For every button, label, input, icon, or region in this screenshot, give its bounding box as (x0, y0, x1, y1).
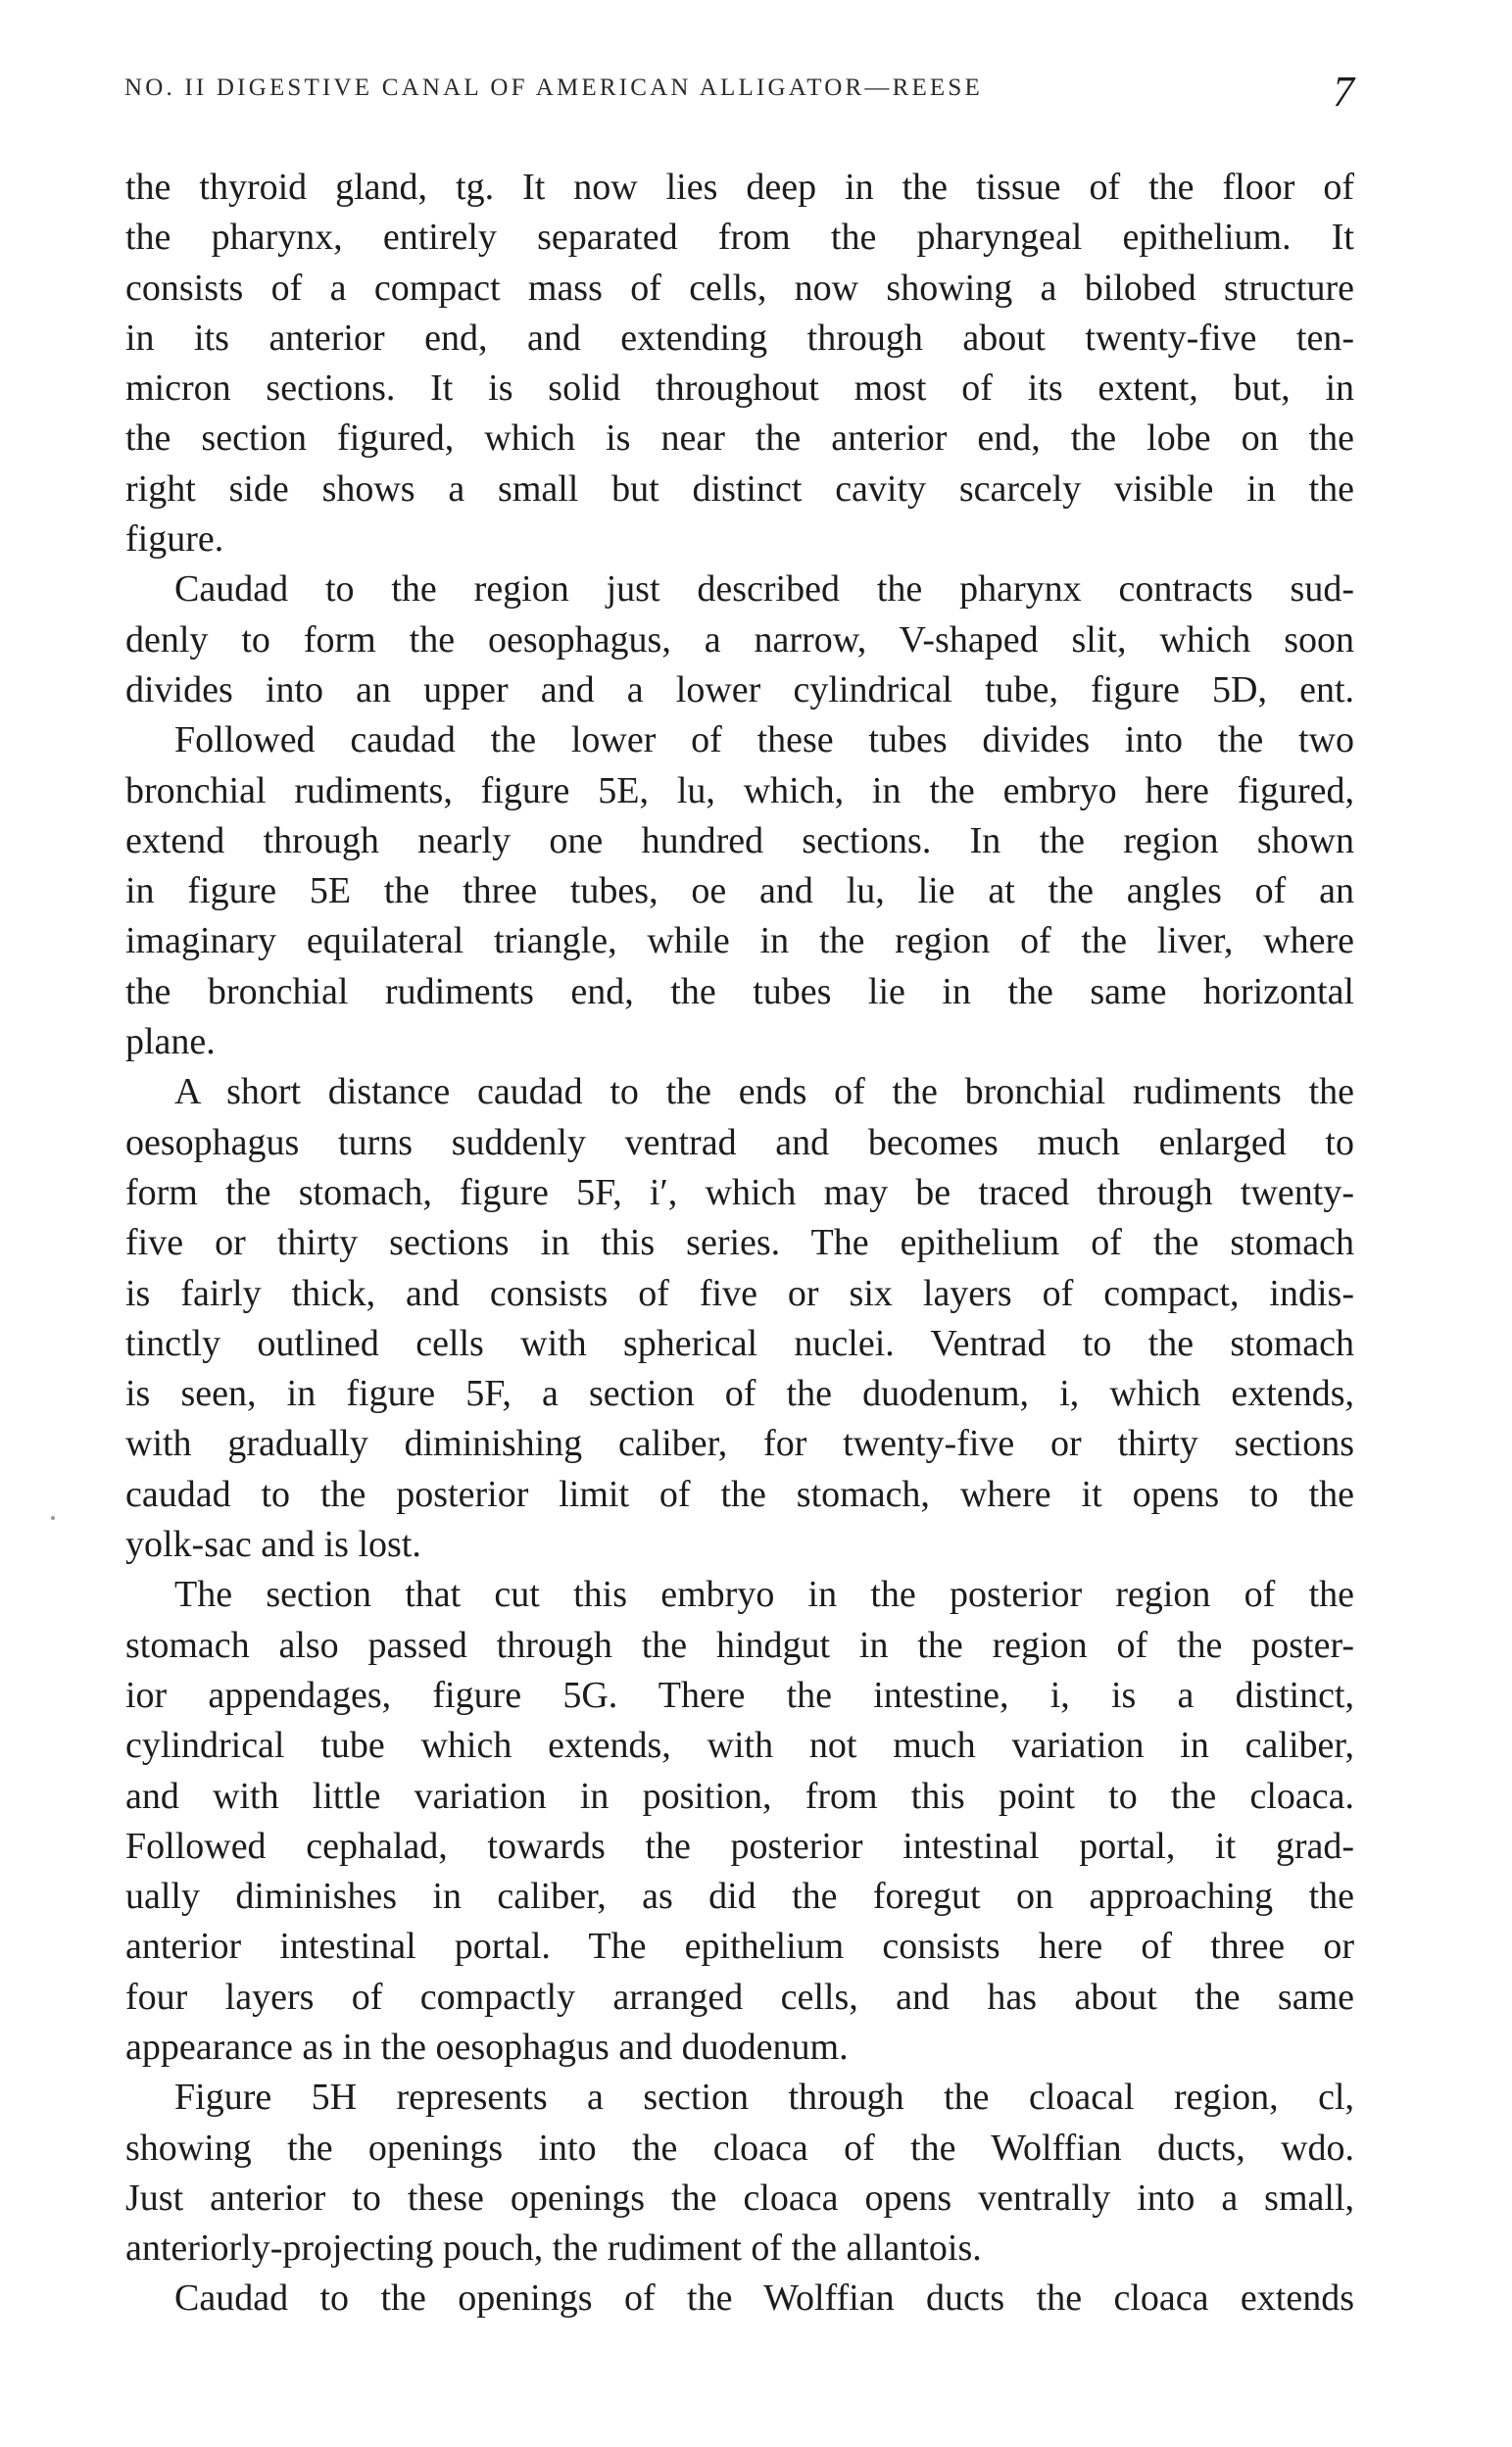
text-line: appearance as in the oesophagus and duodenum. (125, 2026, 849, 2068)
text-line: cylindrical tube which extends, with not much variation in caliber, (125, 1725, 1354, 1767)
page-number: 7 (1333, 68, 1354, 116)
text-line: Just anterior to these openings the cloaca opens ventrally into a small, (125, 2177, 1354, 2219)
text-line: with gradually diminishing caliber, for twenty-five or thirty sections (125, 1423, 1354, 1465)
text-line: the section figured, which is near the anterior end, the lobe on the (125, 417, 1354, 460)
text-line: and with little variation in position, from this point to the cloaca. (125, 1775, 1354, 1817)
text-line: tinctly outlined cells with spherical nuclei. Ventrad to the stomach (125, 1322, 1354, 1364)
text-line: in its anterior end, and extending through about twenty-five ten- (125, 317, 1354, 359)
text-line: stomach also passed through the hindgut in the region of the poster- (125, 1624, 1354, 1666)
text-line: right side shows a small but distinct cavity scarcely visible in the (125, 467, 1354, 510)
text-line: oesophagus turns suddenly ventrad and becomes much enlarged to (125, 1121, 1354, 1163)
text-line: A short distance caudad to the ends of the bronchial rudiments the (174, 1071, 1354, 1113)
text-line: micron sections. It is solid throughout most of its extent, but, in (125, 367, 1354, 410)
text-line: Figure 5H represents a section through the cloacal region, cl, (174, 2077, 1354, 2119)
text-line: divides into an upper and a lower cylindrical tube, figure 5D, ent. (125, 668, 1354, 710)
margin-speck (51, 1516, 55, 1520)
text-line: imaginary equilateral triangle, while in the region of the liver, where (125, 920, 1354, 962)
text-line: in figure 5E the three tubes, oe and lu, lie at the angles of an (125, 870, 1354, 912)
text-line: four layers of compactly arranged cells, and has about the same (125, 1976, 1354, 2018)
text-line: anteriorly-projecting pouch, the rudiment of the allantois. (125, 2227, 982, 2270)
text-line: bronchial rudiments, figure 5E, lu, which, in the embryo here figured, (125, 769, 1354, 811)
text-line: Followed caudad the lower of these tubes divides into the two (174, 719, 1354, 761)
text-line: consists of a compact mass of cells, now showing a bilobed structure (125, 267, 1354, 309)
running-title: NO. II DIGESTIVE CANAL OF AMERICAN ALLIGATOR—REESE (124, 74, 983, 101)
text-line: The section that cut this embryo in the posterior region of the (174, 1574, 1354, 1616)
text-line: the thyroid gland, tg. It now lies deep in the tissue of the floor of (125, 167, 1354, 208)
text-line: ior appendages, figure 5G. There the intestine, i, is a distinct, (125, 1674, 1354, 1716)
text-line: showing the openings into the cloaca of the Wolffian ducts, wdo. (125, 2127, 1354, 2169)
text-line: is seen, in figure 5F, a section of the duodenum, i, which extends, (125, 1373, 1354, 1415)
text-line: extend through nearly one hundred sections. In the region shown (125, 819, 1354, 861)
text-line: figure. (125, 518, 224, 561)
text-line: Followed cephalad, towards the posterior intestinal portal, it grad- (125, 1825, 1354, 1867)
text-line: plane. (125, 1021, 216, 1063)
text-line: yolk-sac and is lost. (125, 1524, 421, 1566)
text-line: Caudad to the openings of the Wolffian ducts the cloaca extends (174, 2277, 1354, 2320)
text-line: five or thirty sections in this series. The epithelium of the stomach (125, 1222, 1354, 1264)
text-line: the bronchial rudiments end, the tubes lie in the same horizontal (125, 970, 1354, 1012)
text-line: Caudad to the region just described the pharynx contracts sud- (174, 568, 1354, 611)
running-head (124, 67, 1354, 125)
text-line: is fairly thick, and consists of five or six layers of compact, indis- (125, 1272, 1354, 1314)
text-line: caudad to the posterior limit of the stomach, where it opens to the (125, 1473, 1354, 1515)
text-line: the pharynx, entirely separated from the pharyngeal epithelium. It (125, 217, 1354, 259)
text-line: form the stomach, figure 5F, i′, which may be traced through twenty- (125, 1171, 1354, 1213)
text-line: anterior intestinal portal. The epithelium consists here of three or (125, 1926, 1354, 1968)
body-text (125, 163, 1354, 2325)
text-line: ually diminishes in caliber, as did the foregut on approaching the (125, 1876, 1354, 1918)
text-line: denly to form the oesophagus, a narrow, V-shaped slit, which soon (125, 618, 1354, 661)
